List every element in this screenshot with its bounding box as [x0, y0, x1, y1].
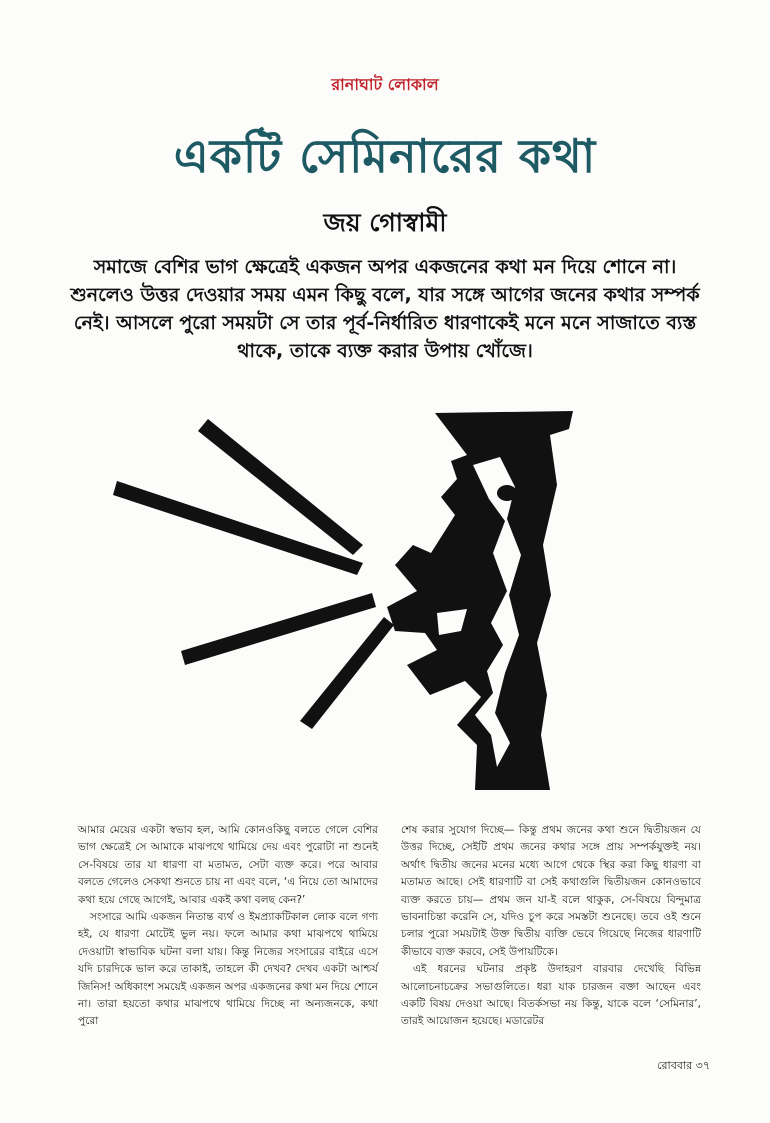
article-title: একটি সেমিনারের কথা — [173, 129, 597, 183]
body-paragraph: সংসারে আমি একজন নিতান্ত ব্যর্থ ও ইমপ্র্যাকটিকাল লোক বলে গণ্য হই, যে ধারণা মোটেই ভুল নয়। ফলে আমার কথা মাঝপথে থামিয়ে দেওয়াটা স্বাভাবিক ঘটনা বলা যায়। কিন্তু নিজের সংসারের বাইরে এসে যদি চারদিকে ভাল করে তাকাই, তাহলে কী দেখব? দেখব একটা আশ্চর্য জিনিস! অধিকাংশ সময়েই একজন অপর একজনের কথা মন দিয়ে শোনে না। তারা হয়তো কথার মাঝপথে থামিয়ে দিচ্ছে না অন্যজনকে, কথা পুরো — [78, 911, 378, 1028]
body-paragraph: শেষ করার সুযোগ দিচ্ছে— কিন্তু প্রথম জনের কথা শুনে দ্বিতীয়জন যে উত্তর দিচ্ছে, সেইটি প্রথম জনের কথার সঙ্গে প্রায় সম্পর্কযুক্তই নয়। অর্থাৎ দ্বিতীয় জনের মনের মধ্যে আগে থেকে স্থির করা কিছু ধারণা বা মতামত আছে। সেই ধারণাটি বা সেই কথাগুলি দ্বিতীয়জন কোনওভাবে ব্যক্ত করতে চায়— প্রথম জন যা-ই বলে থাকুক, সে-বিষয়ে বিন্দুমাত্র ভাবনাচিন্তা করেনি সে, যদিও চুপ করে সমস্তটা শুনেছে। তবে ওই শুনে চলার পুরো সময়টাই উক্ত দ্বিতীয় ব্যক্তি ভেবে গিয়েছে নিজের ধারণাটি কীভাবে ব্যক্ত করবে, সেই উপায়টিকে। — [401, 824, 701, 958]
face-profile — [387, 411, 573, 790]
section-kicker: রানাঘাট লোকাল — [331, 75, 439, 94]
page-footer: রোববার ৩৭ — [657, 1059, 710, 1072]
shouting-face-illustration — [95, 395, 575, 790]
standfirst: সমাজে বেশির ভাগ ক্ষেত্রেই একজন অপর একজনের কথা মন দিয়ে শোনে না। শুনলেও উত্তর দেওয়ার সময় এমন কিছু বলে, যার সঙ্গে আগের জনের কথার সম্পর্ক নেই। আসলে পুরো সময়টা সে তার পূর্ব-নির্ধারিত ধারণাকেই মনে মনে সাজাতে ব্যস্ত থাকে, তাকে ব্যক্ত করার উপায় খোঁজে। — [70, 256, 700, 362]
author-name: জয় গোস্বামী — [323, 208, 447, 237]
body-paragraph: এই ধরনের ঘটনার প্রকৃষ্ট উদাহরণ বারবার দেখেছি বিভিন্ন আলোচনাচক্রের সভাগুলিতে। ধরা যাক চারজন বক্তা আছেন এবং একটি বিষয় দেওয়া আছে। বিতর্কসভা নয় কিন্তু, যাকে বলে ‘সেমিনার’, তারই আয়োজন হয়েছে। মডারেটর — [401, 963, 701, 1028]
body-column-left — [78, 822, 378, 1031]
body-column-right — [401, 822, 701, 1031]
body-paragraph: আমার মেয়ের একটা স্বভাব হল, আমি কোনওকিছু বলতে গেলে বেশির ভাগ ক্ষেত্রেই সে আমাকে মাঝপথে থামিয়ে দেয় এবং পুরোটা না শুনেই সে-বিষয়ে তার যা ধারণা বা মতামত, সেটা ব্যক্ত করে। পরে আবার বলতে গেলেও সেকথা শুনতে চায় না এবং বলে, ‘এ নিয়ে তো আমাদের কথা হয়ে গেছে আগেই, আবার একই কথা বলছ কেন?’ — [78, 824, 378, 906]
sound-rays — [113, 419, 394, 729]
